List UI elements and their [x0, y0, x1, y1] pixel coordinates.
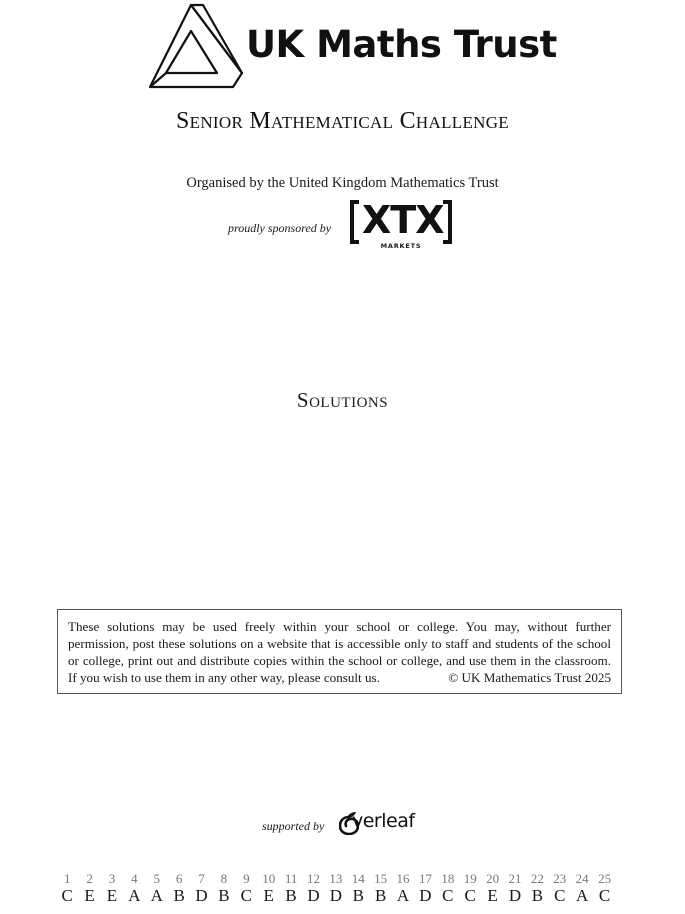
question-number: 16	[396, 871, 410, 886]
overleaf-logo-text: verleaf	[352, 810, 415, 832]
answer-item	[280, 871, 302, 906]
answer-letter: E	[263, 886, 274, 905]
question-number: 3	[108, 871, 116, 886]
question-number: 11	[284, 871, 298, 886]
question-number: 23	[553, 871, 567, 886]
organised-by-text: Organised by the United Kingdom Mathematics Trust	[186, 175, 499, 191]
answer-item	[78, 871, 100, 906]
question-number: 12	[306, 871, 320, 886]
answer-item	[392, 871, 414, 906]
question-number: 21	[508, 871, 522, 886]
question-number: 22	[530, 871, 544, 886]
answer-letter: B	[218, 886, 230, 905]
answer-item	[146, 871, 168, 906]
answer-item	[571, 871, 593, 906]
answer-letter: E	[487, 886, 498, 905]
answer-letter: A	[396, 886, 410, 905]
license-line-4	[68, 669, 611, 686]
question-number: 24	[575, 871, 589, 886]
question-number: 8	[220, 871, 228, 886]
question-number: 6	[175, 871, 183, 886]
license-box	[57, 609, 622, 694]
answer-item	[549, 871, 571, 906]
answer-letter: C	[464, 886, 476, 905]
answer-letter: B	[531, 886, 544, 905]
xtx-logo-text: XTX	[362, 198, 444, 242]
question-number: 25	[598, 871, 612, 886]
answer-letter: C	[442, 886, 454, 905]
answer-item	[258, 871, 280, 906]
question-number: 1	[63, 871, 71, 886]
question-number: 18	[441, 871, 455, 886]
question-number: 9	[243, 871, 250, 886]
answer-item	[56, 871, 78, 906]
question-number: 14	[351, 871, 365, 886]
license-line-3: or college, print out and distribute copies within the school or college, and use them in the classroom.	[68, 653, 611, 668]
question-number: 7	[198, 871, 205, 886]
answer-item	[325, 871, 347, 906]
question-number: 4	[131, 871, 138, 886]
left-bracket-icon	[350, 200, 359, 244]
answer-item	[459, 871, 481, 906]
answer-item	[123, 871, 145, 906]
answer-letter: B	[374, 886, 387, 905]
question-number: 15	[374, 871, 388, 886]
question-number: 5	[153, 871, 160, 886]
question-number: 19	[463, 871, 477, 886]
solutions-heading: Solutions	[296, 388, 389, 412]
license-line-1: These solutions may be used freely within your school or college. You may, without further	[68, 619, 611, 634]
question-number: 10	[262, 871, 276, 886]
answer-letter: A	[576, 886, 589, 905]
answer-letter: D	[307, 886, 320, 905]
answer-item	[526, 871, 548, 906]
answer-letter: E	[106, 886, 118, 905]
question-number: 17	[418, 871, 432, 886]
license-line-2: permission, post these solutions on a website that is accessible only to staff and students of the school	[68, 636, 611, 651]
answer-item	[168, 871, 190, 906]
answer-item	[437, 871, 459, 906]
question-number: 20	[486, 871, 500, 886]
answer-item	[347, 871, 369, 906]
answer-item	[213, 871, 235, 906]
answer-item	[101, 871, 123, 906]
answer-letter: B	[352, 886, 364, 905]
logo-text: UK Maths Trust	[246, 23, 557, 66]
xtx-markets-text: MARKETS	[380, 242, 422, 250]
right-bracket-icon	[443, 200, 452, 244]
answer-letter: B	[285, 886, 297, 905]
answer-letter: A	[150, 886, 163, 905]
answer-letter: D	[329, 886, 343, 905]
answer-letter: E	[84, 886, 95, 905]
answer-letter: C	[554, 886, 566, 905]
xtx-markets-logo	[350, 199, 454, 253]
answer-key	[56, 871, 616, 906]
sponsored-by-label: proudly sponsored by	[228, 221, 332, 235]
license-consult-text: If you wish to use them in any other way, please consult us.	[68, 670, 380, 685]
answer-letter: D	[419, 886, 432, 905]
answer-letter: D	[195, 886, 208, 905]
challenge-title: Senior Mathematical Challenge	[176, 108, 509, 134]
answer-letter: C	[240, 886, 252, 905]
answer-item	[504, 871, 526, 906]
answer-letter: C	[598, 886, 611, 905]
answer-letter: B	[173, 886, 185, 905]
answer-item	[235, 871, 257, 906]
answer-letter: D	[508, 886, 522, 905]
triangle-logo-icon	[147, 3, 243, 89]
question-number: 2	[86, 871, 93, 886]
answer-item	[302, 871, 324, 906]
answer-letter: C	[61, 886, 73, 905]
ukmt-logo	[147, 3, 557, 91]
answer-item	[369, 871, 391, 906]
answer-letter: A	[128, 886, 141, 905]
copyright-text: © UK Mathematics Trust 2025	[448, 670, 611, 685]
answer-item	[414, 871, 436, 906]
answer-item	[481, 871, 503, 906]
supported-by-label: supported by	[262, 819, 325, 833]
answer-item	[190, 871, 212, 906]
question-number: 13	[329, 871, 343, 886]
answer-item	[593, 871, 615, 906]
